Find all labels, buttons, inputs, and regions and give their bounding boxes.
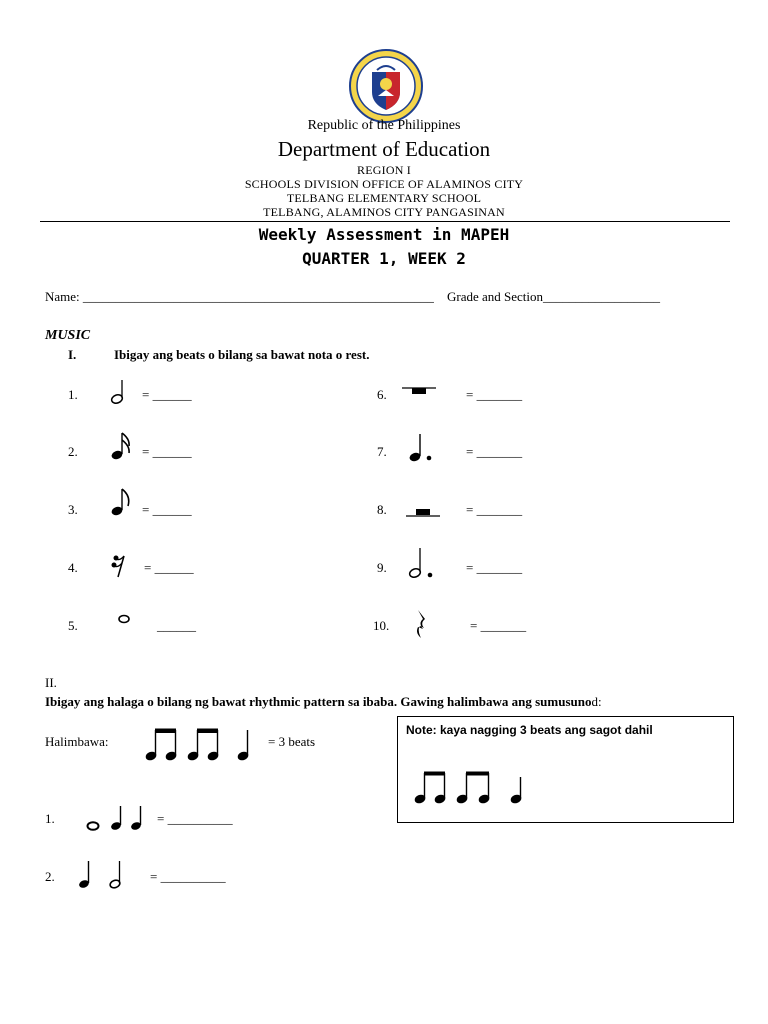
part2-item-2-rhythm-icon: [77, 859, 127, 896]
note-box-rhythm-icon: [414, 769, 529, 810]
item-10-answer[interactable]: = _______: [470, 618, 527, 633]
item-9-answer[interactable]: = _______: [466, 560, 523, 575]
item-1-answer[interactable]: = ______: [142, 387, 192, 402]
assessment-title: Weekly Assessment in MAPEH: [258, 225, 510, 244]
name-label: Name:: [45, 289, 80, 304]
part1-number: I.: [68, 347, 77, 362]
item-6-number: 6.: [377, 387, 387, 402]
part2-item-1-answer[interactable]: = __________: [157, 811, 233, 826]
item-5-number: 5.: [68, 618, 78, 633]
item-8-number: 8.: [377, 502, 387, 517]
item-2-number: 2.: [68, 444, 78, 459]
sixteenth-rest-icon: [110, 553, 130, 584]
note-box: [397, 716, 734, 823]
item-4-answer[interactable]: = ______: [144, 560, 194, 575]
sixteenth-note-icon: [110, 431, 134, 466]
item-4-number: 4.: [68, 560, 78, 575]
dotted-quarter-note-icon: [408, 432, 438, 469]
part2-item-1-rhythm-icon: [86, 805, 156, 838]
note-box-title: Note: kaya nagging 3 beats ang sagot dahil: [406, 723, 653, 737]
name-row: [45, 289, 434, 305]
item-7-answer[interactable]: = _______: [466, 444, 523, 459]
header-divider: [40, 221, 730, 222]
part2-item-1-number: 1.: [45, 811, 55, 826]
grade-row: [447, 289, 660, 305]
half-note-icon: [110, 379, 130, 410]
music-heading: MUSIC: [45, 328, 91, 343]
example-label: Halimbawa:: [45, 734, 109, 749]
half-rest-icon: [406, 507, 440, 526]
part2-instruction-text: Ibigay ang halaga o bilang ng bawat rhythmic pattern sa ibaba. Gawing halimbawa ang sumusuno: [45, 694, 592, 709]
item-6-answer[interactable]: = _______: [466, 387, 523, 402]
whole-note-icon: [118, 612, 132, 630]
region-line: REGION I: [357, 163, 411, 177]
item-2-answer[interactable]: = ______: [142, 444, 192, 459]
part1-instruction: Ibigay ang beats o bilang sa bawat nota o rest.: [114, 347, 370, 362]
department-title: Department of Education: [277, 137, 491, 161]
example-rhythm-icon: [145, 726, 260, 767]
part2-item-2-number: 2.: [45, 869, 55, 884]
republic-line: Republic of the Philippines: [307, 118, 461, 133]
item-7-number: 7.: [377, 444, 387, 459]
deped-seal: [348, 48, 424, 124]
whole-rest-icon: [402, 386, 436, 404]
item-1-number: 1.: [68, 387, 78, 402]
part2-instruction-tail: d:: [591, 694, 602, 709]
part2-instruction: [45, 694, 602, 710]
part2-number: II.: [45, 675, 57, 690]
item-3-number: 3.: [68, 502, 78, 517]
school-line: TELBANG ELEMENTARY SCHOOL: [286, 191, 482, 205]
quarter-title: QUARTER 1, WEEK 2: [302, 249, 466, 268]
name-field[interactable]: ______________________________________________________: [82, 289, 434, 304]
part2-item-2-answer[interactable]: = __________: [150, 869, 226, 884]
dotted-half-note-icon: [408, 546, 438, 585]
example-answer: = 3 beats: [268, 734, 316, 749]
division-line: SCHOOLS DIVISION OFFICE OF ALAMINOS CITY: [244, 177, 524, 191]
quarter-rest-icon: [414, 608, 430, 645]
item-9-number: 9.: [377, 560, 387, 575]
item-10-number: 10.: [373, 618, 390, 633]
item-3-answer[interactable]: = ______: [142, 502, 192, 517]
item-8-answer[interactable]: = _______: [466, 502, 523, 517]
item-5-answer[interactable]: ______: [157, 618, 196, 633]
eighth-note-icon: [110, 487, 134, 522]
address-line: TELBANG, ALAMINOS CITY PANGASINAN: [263, 205, 505, 219]
grade-label: Grade and Section: [447, 289, 544, 304]
grade-field[interactable]: __________________: [543, 289, 661, 304]
